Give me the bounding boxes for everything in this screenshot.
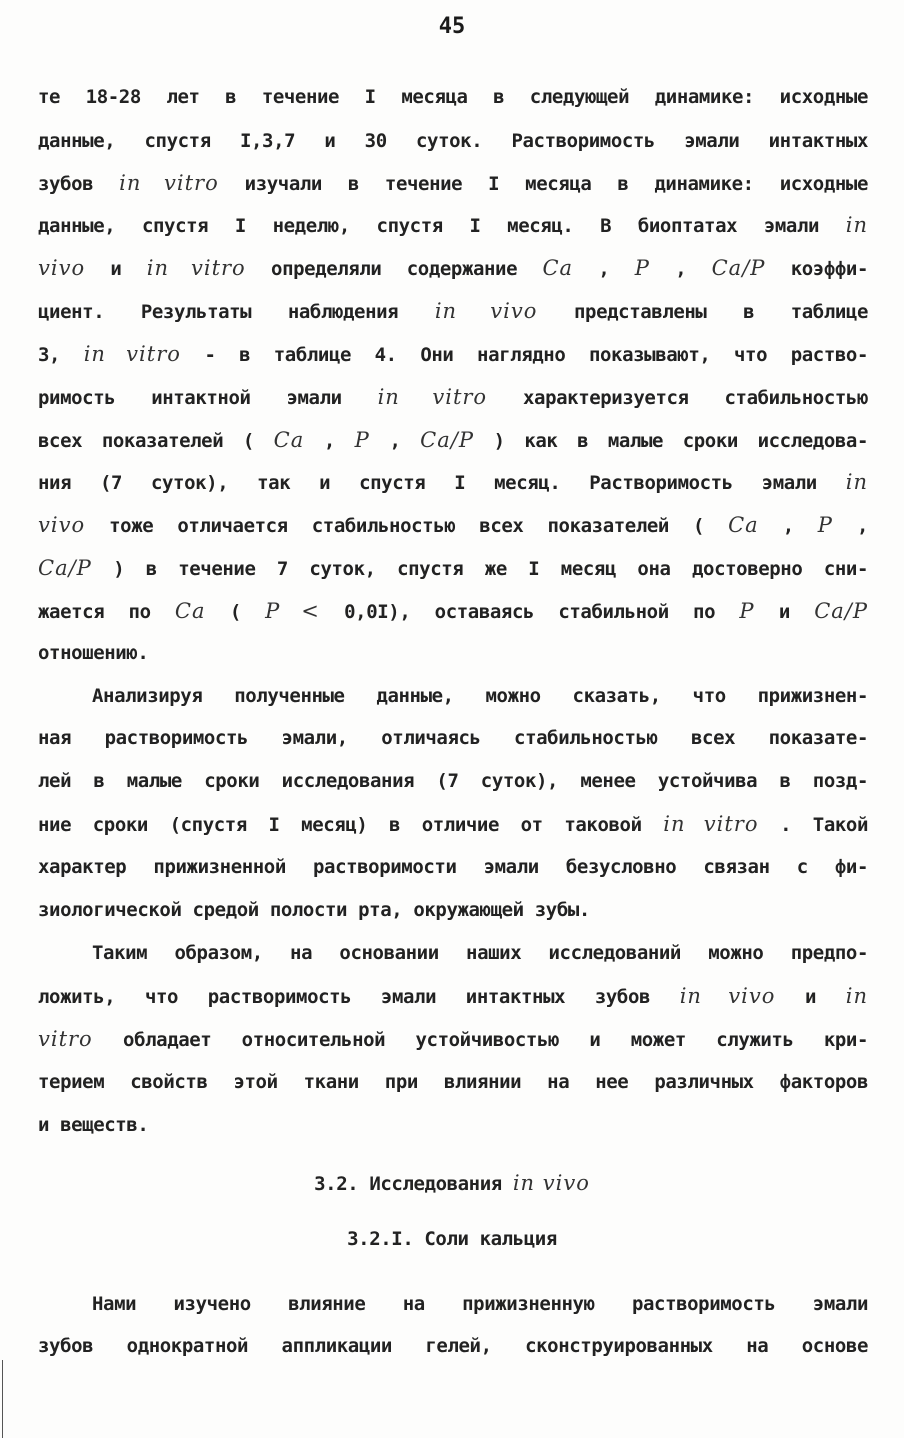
typed-text: представлены в таблице [537, 301, 868, 323]
handwritten-term: Ca [542, 256, 574, 280]
scan-edge-line [2, 1360, 3, 1438]
text-line [38, 764, 868, 798]
handwritten-term: in vivo [679, 984, 776, 1008]
typed-text: , [649, 258, 712, 280]
handwritten-term: in [845, 470, 868, 494]
text-line [38, 124, 868, 158]
handwritten-term: in vivo [434, 299, 538, 323]
typed-text: циент. Результаты наблюдения [38, 301, 435, 323]
text-line [38, 1065, 868, 1099]
text-line [38, 337, 868, 371]
typed-text: зубов [38, 173, 120, 195]
text-line [38, 850, 868, 884]
handwritten-term: Ca/P [420, 428, 474, 452]
text-line [38, 721, 868, 755]
text-line [92, 1287, 868, 1321]
typed-text: характеризуется стабильностью [487, 387, 868, 409]
typed-text: ложить, что растворимость эмали интактных зубов [38, 986, 680, 1008]
text-line [38, 166, 868, 200]
text-line [92, 679, 868, 713]
handwritten-term: in vitro [83, 342, 181, 366]
handwritten-term: P < [265, 599, 320, 623]
handwritten-term: Ca [273, 428, 305, 452]
handwritten-term: P [739, 599, 755, 623]
typed-text: 3.2.I. Соли кальция [347, 1228, 557, 1250]
typed-text: зиологической средой полости рта, окружающей зубы. [38, 899, 590, 921]
typed-text: определяли содержание [245, 258, 543, 280]
handwritten-term: P [817, 513, 833, 537]
typed-text: и [754, 601, 815, 623]
handwritten-term: vivo [38, 256, 86, 280]
handwritten-term: Ca/P [711, 256, 766, 280]
text-line [38, 1022, 868, 1056]
typed-text: ния (7 суток), так и спустя I месяц. Растворимость эмали [38, 472, 846, 494]
text-line [38, 208, 868, 242]
typed-text: ( [205, 601, 266, 623]
typed-text: , [758, 515, 818, 537]
typed-text: . Такой [758, 814, 868, 836]
text-line [38, 465, 868, 499]
handwritten-term: in vitro [663, 812, 759, 836]
typed-text: ) как в малые сроки исследова- [473, 430, 868, 452]
typed-text: ) в течение 7 суток, спустя же I месяц она достоверно сни- [91, 558, 868, 580]
text-line [38, 80, 868, 114]
typed-text: , [304, 430, 355, 452]
typed-text: 3.2. Исследования [314, 1173, 513, 1195]
typed-text: - в таблице 4. Они наглядно показывают, что раство- [180, 344, 868, 366]
typed-text: Таким образом, на основании наших исследований можно предпо- [92, 942, 868, 964]
typed-text: коэффи- [765, 258, 868, 280]
text-line [38, 594, 868, 628]
handwritten-term: vitro [38, 1027, 93, 1051]
typed-text: и [775, 986, 846, 1008]
typed-text: характер прижизненной растворимости эмали безусловно связан с фи- [38, 856, 868, 878]
handwritten-term: in vivo [512, 1171, 590, 1195]
text-line [38, 1329, 868, 1363]
subsection-heading [0, 1222, 904, 1256]
text-line [38, 251, 868, 285]
text-line [38, 294, 868, 328]
handwritten-term: Ca [174, 599, 206, 623]
text-line [38, 636, 868, 670]
typed-text: Нами изучено влияние на прижизненную растворимость эмали [92, 1293, 868, 1315]
handwritten-term: P [634, 256, 650, 280]
typed-text: , [573, 258, 635, 280]
text-line [38, 380, 868, 414]
text-line [38, 807, 868, 841]
typed-text: всех показателей ( [38, 430, 274, 452]
typed-text: 3, [38, 344, 84, 366]
typed-text: , [369, 430, 421, 452]
handwritten-term: Ca/P [38, 556, 92, 580]
section-heading [0, 1166, 904, 1200]
typed-text: лей в малые сроки исследования (7 суток), менее устойчива в позд- [38, 770, 868, 792]
handwritten-term: in [845, 213, 868, 237]
handwritten-term: Ca/P [814, 599, 868, 623]
handwritten-term: in vitro [146, 256, 246, 280]
text-line [38, 508, 868, 542]
typed-text: , [832, 515, 868, 537]
typed-text: данные, спустя I,3,7 и 30 суток. Растворимость эмали интактных [38, 130, 868, 152]
typed-text: изучали в течение I месяца в динамике: исходные [218, 173, 868, 195]
typed-text: 0,0I), оставаясь стабильной по [319, 601, 740, 623]
text-line [92, 936, 868, 970]
text-line [38, 979, 868, 1013]
handwritten-term: in [845, 984, 868, 1008]
typed-text: зубов однократной аппликации гелей, сконструированных на основе [38, 1335, 868, 1357]
typed-text: ние сроки (спустя I месяц) в отличие от таковой [38, 814, 664, 836]
text-line [38, 893, 868, 927]
text-line [38, 423, 868, 457]
typed-text: и [85, 258, 147, 280]
handwritten-term: in vitro [119, 171, 219, 195]
handwritten-term: in vitro [377, 385, 488, 409]
page-number: 45 [438, 14, 466, 39]
handwritten-term: vivo [38, 513, 86, 537]
text-line [38, 551, 868, 585]
text-line [38, 1108, 868, 1142]
typed-text: терием свойств этой ткани при влиянии на нее различных факторов [38, 1071, 868, 1093]
typed-text: данные, спустя I неделю, спустя I месяц. В биоптатах эмали [38, 215, 846, 237]
handwritten-term: Ca [728, 513, 759, 537]
typed-text: тоже отличается стабильностью всех показателей ( [85, 515, 729, 537]
typed-text: и веществ. [38, 1114, 149, 1136]
typed-text: жается по [38, 601, 175, 623]
typed-text: ная растворимость эмали, отличаясь стабильностью всех показате- [38, 727, 868, 749]
typed-text: римость интактной эмали [38, 387, 378, 409]
typed-text: обладает относительной устойчивостью и может служить кри- [92, 1029, 868, 1051]
typed-text: Анализируя полученные данные, можно сказать, что прижизнен- [92, 685, 868, 707]
handwritten-term: P [354, 428, 370, 452]
typed-text: те 18-28 лет в течение I месяца в следующей динамике: исходные [38, 86, 868, 108]
typed-text: отношению. [38, 642, 149, 664]
